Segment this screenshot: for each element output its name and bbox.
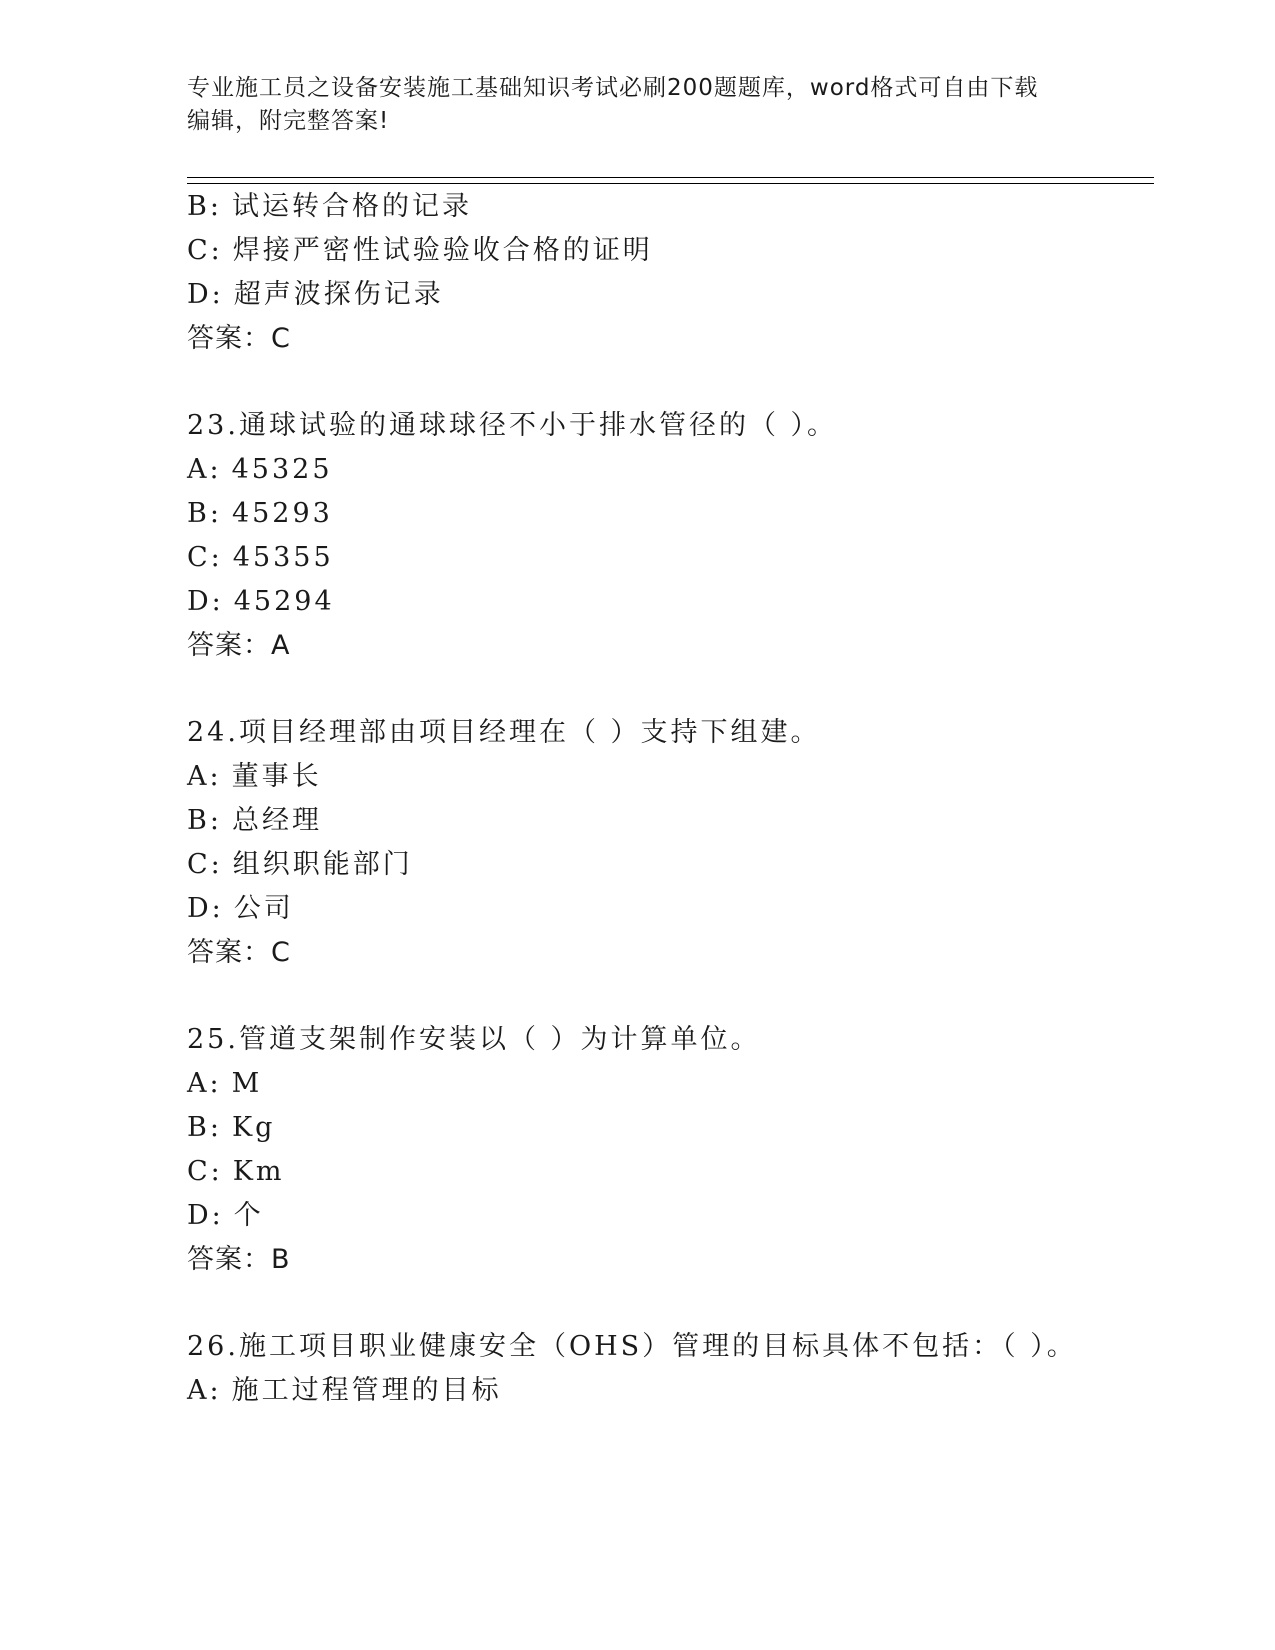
option-text: 45355	[232, 542, 334, 573]
header-line-1: 专业施工员之设备安装施工基础知识考试必刷200题题库，word格式可自由下载	[187, 75, 1039, 101]
option-text: 45325	[231, 454, 333, 485]
option-text: 试运转合格的记录	[231, 191, 472, 222]
answer: 答案：C	[187, 323, 291, 354]
question-stem: 23.通球试验的通球球径不小于排水管径的（ ）。	[187, 410, 838, 441]
option-text: M	[231, 1068, 263, 1099]
option-text: 施工过程管理的目标	[231, 1375, 502, 1406]
option-key: D:	[187, 1200, 224, 1231]
option-key: C:	[187, 849, 223, 880]
option-key: A:	[187, 1375, 222, 1406]
question-stem: 26.施工项目职业健康安全（OHS）管理的目标具体不包括：（ ）。	[187, 1331, 1077, 1362]
option-text: 公司	[233, 893, 294, 924]
option-b	[187, 497, 333, 531]
header-rule-top	[187, 177, 1154, 178]
option-key: A:	[187, 454, 222, 485]
header-rule-bottom	[187, 183, 1154, 184]
answer: 答案：C	[187, 937, 291, 968]
option-b	[187, 190, 472, 224]
option-key: C:	[187, 542, 223, 573]
option-b	[187, 1111, 275, 1145]
option-text: Km	[232, 1156, 285, 1187]
document-header	[187, 72, 1087, 138]
answer: 答案：A	[187, 630, 291, 661]
option-c	[187, 541, 334, 575]
option-key: B:	[187, 805, 222, 836]
option-a	[187, 760, 322, 794]
answer: 答案：B	[187, 1244, 291, 1275]
question-stem: 25.管道支架制作安装以（ ）为计算单位。	[187, 1024, 761, 1055]
option-key: C:	[187, 1156, 223, 1187]
option-text: 总经理	[231, 805, 322, 836]
option-a	[187, 1067, 262, 1101]
option-text: 个	[233, 1200, 264, 1231]
option-text: 超声波探伤记录	[233, 279, 444, 310]
header-line-2: 编辑，附完整答案!	[187, 108, 390, 134]
option-text: 焊接严密性试验验收合格的证明	[232, 235, 653, 266]
option-text: 组织职能部门	[232, 849, 413, 880]
option-key: A:	[187, 1068, 222, 1099]
option-key: A:	[187, 761, 222, 792]
option-c	[187, 234, 653, 268]
option-d	[187, 585, 335, 619]
option-key: D:	[187, 893, 224, 924]
option-text: 45293	[231, 498, 333, 529]
option-text: Kg	[231, 1112, 276, 1143]
option-key: B:	[187, 191, 222, 222]
option-text: 董事长	[231, 761, 322, 792]
option-d	[187, 1199, 264, 1233]
option-d	[187, 892, 294, 926]
question-stem: 24.项目经理部由项目经理在（ ）支持下组建。	[187, 717, 821, 748]
option-d	[187, 278, 444, 312]
option-key: D:	[187, 586, 224, 617]
option-a	[187, 453, 333, 487]
option-a	[187, 1374, 502, 1408]
option-text: 45294	[233, 586, 335, 617]
option-key: B:	[187, 498, 222, 529]
option-key: C:	[187, 235, 223, 266]
option-c	[187, 1155, 285, 1189]
option-b	[187, 804, 322, 838]
option-key: B:	[187, 1112, 222, 1143]
option-key: D:	[187, 279, 224, 310]
option-c	[187, 848, 413, 882]
